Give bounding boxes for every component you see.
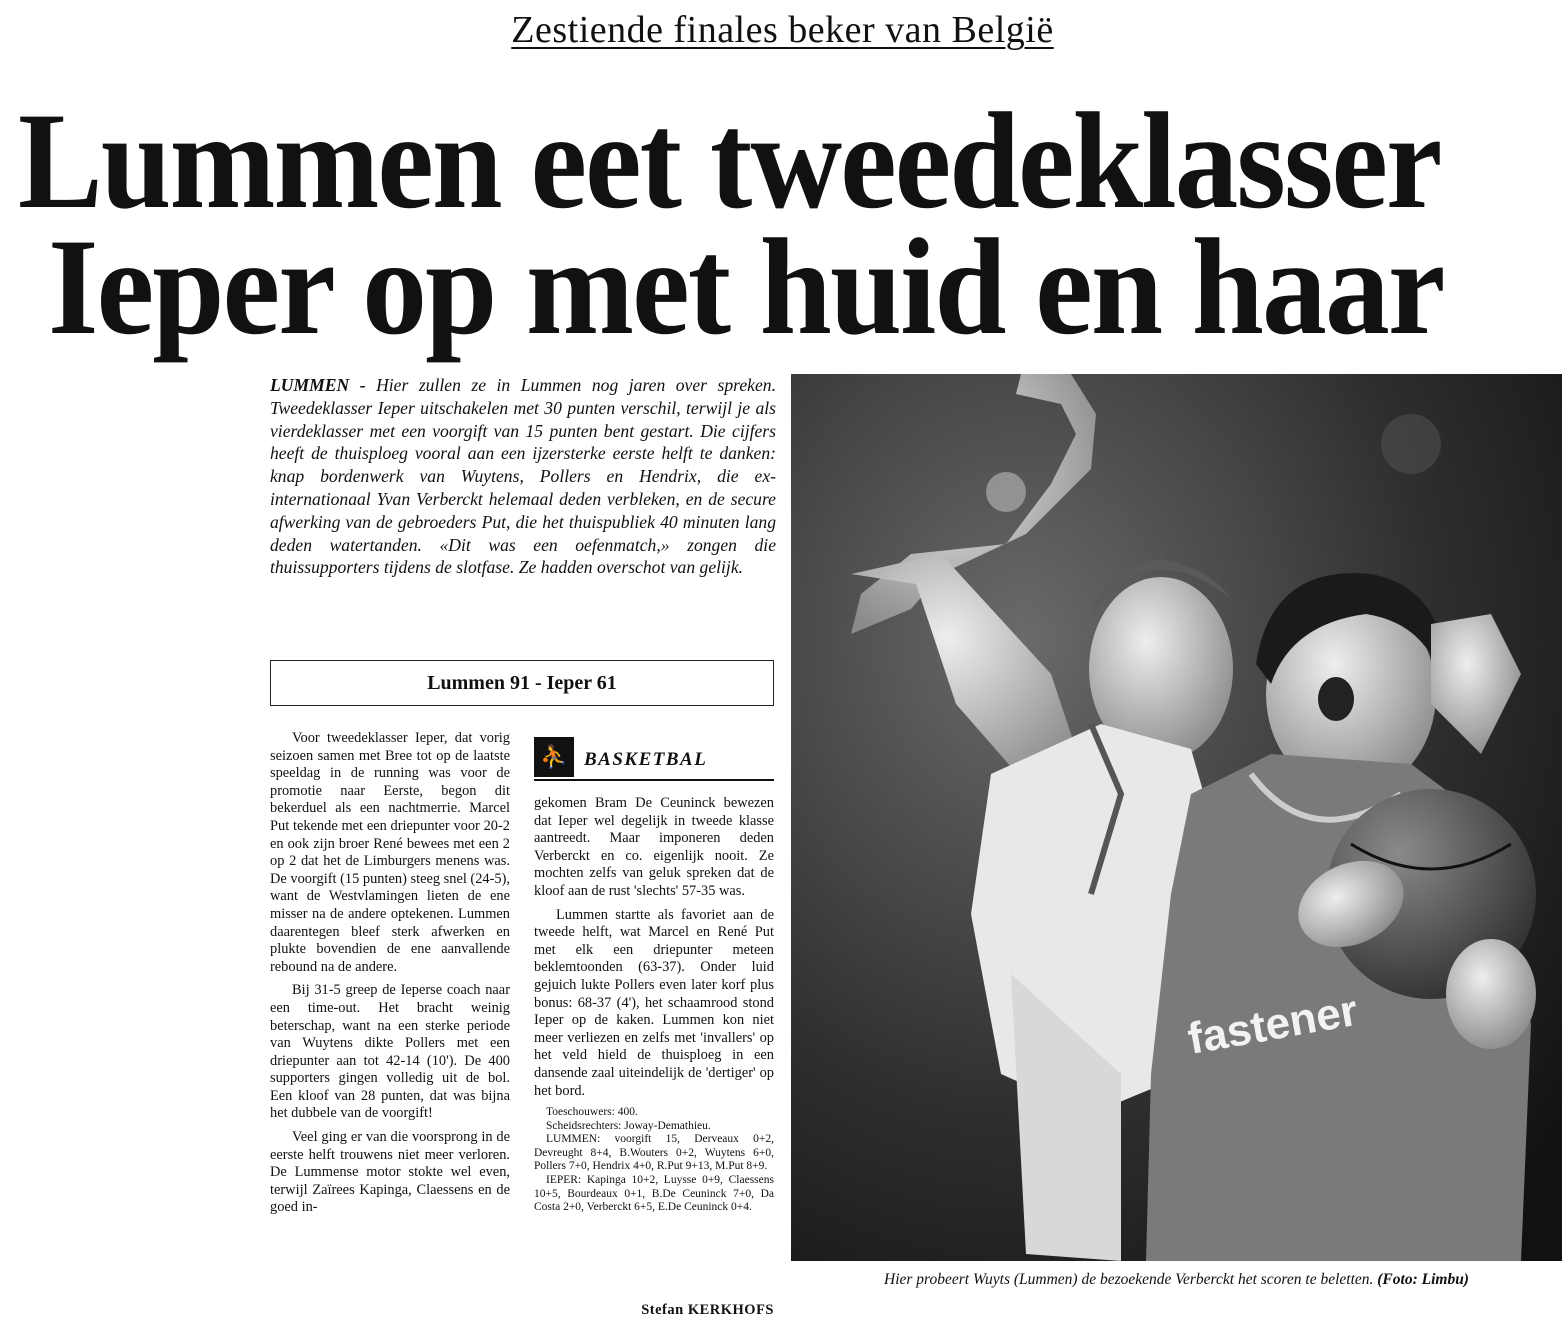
score-text: Lummen 91 - Ieper 61 xyxy=(427,671,617,694)
column1-paragraph: Veel ging er van die voorsprong in de eerste helft trouwens niet meer verloren. De Lummense motor stokte wel even, terwijl Zaïrees Kapinga, Claessens en de goed in- xyxy=(270,1129,510,1216)
basketball-photo xyxy=(791,374,1562,1261)
caption-text: Hier probeert Wuyts (Lummen) de bezoekende Verberckt het scoren te beletten. xyxy=(884,1271,1374,1288)
column2-paragraph: gekomen Bram De Ceuninck bewezen dat Ieper wel degelijk in tweede klasse aantreedt. Maar imponeren deden Verberckt en co. eigenlijk nooit. Ze mochten zelfs van geluk spreken dat de kloof aan de rust 'slechts' 57-35 was. xyxy=(534,795,774,899)
stats-line: Toeschouwers: 400. xyxy=(546,1106,638,1119)
photo-credit: (Foto: Limbu) xyxy=(1377,1271,1469,1288)
lead-paragraph xyxy=(270,374,776,579)
column1-paragraph: Bij 31-5 greep de Ieperse coach naar een time-out. Het bracht weinig beterschap, want na een sterke periode van Wuytens dikte Pollers met een driepunter aan tot 42-14 (10'). De 400 supporters gingen volledig uit de bol. Een kloof van 28 punten, dat was bijna het dubbele van de voorgift! xyxy=(270,982,510,1122)
section-header xyxy=(534,737,774,781)
basketball-players-icon: ⛹ xyxy=(534,737,574,777)
lead-text: Hier zullen ze in Lummen nog jaren over spreken. Tweedeklasser Ieper uitschakelen met 30 punten verschil, terwijl je als vierdeklasser met een voorgift van 15 punten bent gestart. Die cijfers heeft de thuisploeg vooral aan een ijzersterke eerste helft te danken: knap bordenwerk van Wuytens, Pollers en Hendrix, die ex-internationaal Yvan Verberckt helemaal deden verbleken, en de secure afwerking van de gebroeders Put, die het thuispubliek 40 minuten lang deden watertanden. «Dit was een oefenmatch,» zongen die thuissupporters tijdens de slotfase. Ze hadden overschot van gelijk. xyxy=(270,375,776,578)
column2-paragraph: Lummen startte als favoriet aan de tweede helft, wat Marcel en René Put met elk een driepunter meteen beklemtoonden (63-37). Onder luid gejuich lukte Pollers even later korf plus bonus: 68-37 (4'), het schaamrood stond Ieper op de kaken. Lummen kon niet meer verliezen en zelfs met 'invallers' op het veld hield de thuisploeg in een dansende zaal uiteindelijk de 'dertiger' op het bord. xyxy=(534,906,774,1099)
headline-line-2: Ieper op met huid en haar xyxy=(48,210,1444,363)
stats-line: IEPER: Kapinga 10+2, Luysse 0+9, Claessens 10+5, Bourdeaux 0+1, B.De Ceuninck 7+0, Da Costa 2+0, Verberckt 6+5, E.De Ceuninck 0+4. xyxy=(534,1174,774,1214)
column1-paragraph: Voor tweedeklasser Ieper, dat vorig seizoen samen met Bree tot op de laatste speeldag in de running was voor de promotie naar Eerste, begon dit bekerduel als een nachtmerrie. Marcel Put tekende met een driepunter voor 20-2 en ook zijn broer René bewees met een 2 op 2 dat het de Limburgers menens was. De voorgift (15 punten) steeg snel (24-5), want de Westvlamingen lieten de ene misser na de andere optekenen. Lummen daarentegen bleef sterk afwerken en plukte bovendien de ene aanvallende rebound na de andere. xyxy=(270,730,510,975)
kicker: Zestiende finales beker van België xyxy=(511,9,1054,51)
article-column-2 xyxy=(534,795,774,1215)
byline: Stefan KERKHOFS xyxy=(641,1302,774,1318)
shirt-text: fastener xyxy=(1184,985,1362,1064)
photo-illustration xyxy=(791,374,1562,1261)
article-column-1 xyxy=(270,730,510,1223)
section-label: BASKETBAL xyxy=(584,749,708,770)
stats-line: LUMMEN: voorgift 15, Derveaux 0+2, Devreught 8+4, B.Wouters 0+2, Wuytens 6+0, Pollers 7+0, Hendrix 4+0, R.Put 9+13, M.Put 8+9. xyxy=(534,1133,774,1173)
score-box xyxy=(270,660,774,706)
dateline: LUMMEN - xyxy=(270,375,366,395)
photo-caption xyxy=(791,1270,1562,1289)
headline-line-1: Lummen eet tweedeklasser xyxy=(18,84,1441,237)
stats-line: Scheidsrechters: Joway-Demathieu. xyxy=(546,1119,711,1132)
